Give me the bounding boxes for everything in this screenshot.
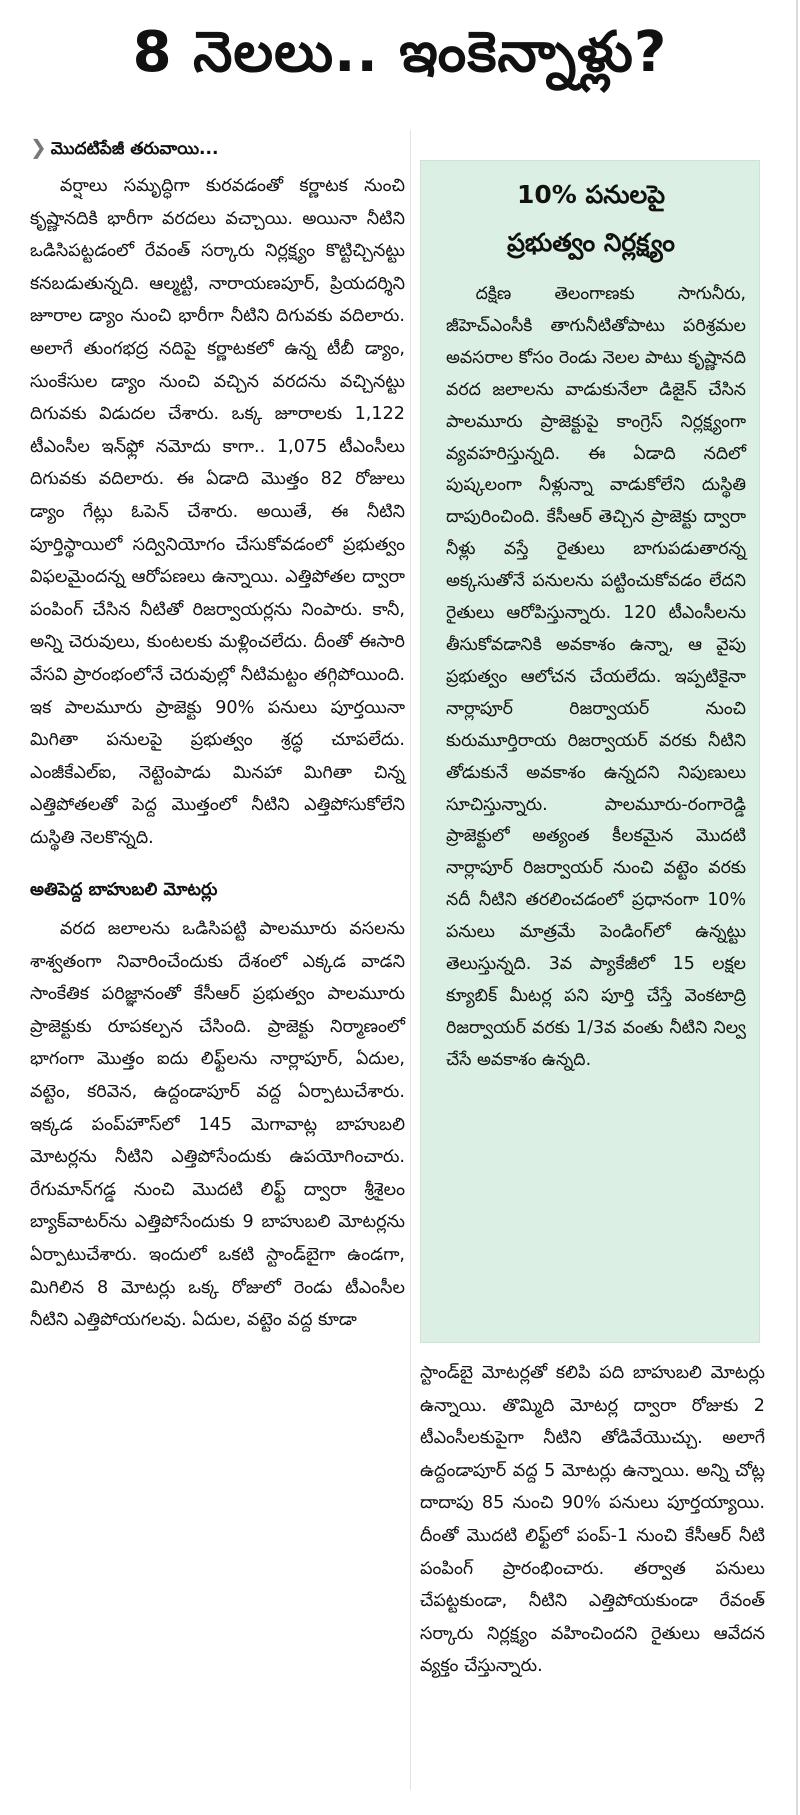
- subheading: అతిపెద్ద బాహుబలి మోటర్లు: [30, 880, 218, 901]
- page-edge: [796, 0, 798, 1815]
- box-body: దక్షిణ తెలంగాణకు సాగునీరు, జీహెచ్‌ఎంసీకి తాగునీటితోపాటు పరిశ్రమల అవసరాల కోసం రెండు నెలల పాటు కృష్ణానది వరద జలాలను వాడుకునేలా డిజైన్ చేసిన పాలమూరు ప్రాజెక్టుపై కాంగ్రెస్ నిర్లక్ష్యంగా వ్యవహరిస్తున్నది. ఈ ఏడాది నదిలో పుష్కలంగా నీళ్లున్నా వాడుకోలేని దుస్థితి దాపురించింది. కేసీఆర్ తెచ్చిన ప్రాజెక్టు ద్వారా నీళ్లు వస్తే రైతులు బాగుపడుతారన్న అక్కసుతోనే పనులను పట్టించుకోవడం లేదని రైతులు ఆరోపిస్తున్నారు. 120 టీఎంసీలను తీసుకోవడానికి అవకాశం ఉన్నా, ఆ వైపు ప్రభుత్వం ఆలోచన చేయలేదు. ఇప్పటికైనా నార్లాపూర్ రిజర్వాయర్ నుంచి కురుమూర్తిరాయ రిజర్వాయర్ వరకు నీటిని తోడుకునే అవకాశం ఉన్నదని నిపుణులు సూచిస్తున్నారు. పాలమూరు-రంగారెడ్డి ప్రాజెక్టులో అత్యంత కీలకమైన మొదటి నార్లాపూర్ రిజర్వాయర్ నుంచి వట్టెం వరకు నదీ నీటిని తరలించడంలో ప్రధానంగా 10% పనులు మాత్రమే పెండింగ్‌లో ఉన్నట్టు తెలుస్తున్నది. 3వ ప్యాకేజీలో 15 లక్షల క్యూబిక్ మీటర్ల పని పూర్తి చేస్తే వెంకటాద్రి రిజర్వాయర్ వరకు 1/3వ వంతు నీటిని నిల్వ చేసే అవకాశం ఉన్నది.: [446, 284, 746, 1070]
- left-column: [30, 170, 405, 1337]
- right-column: [420, 1357, 765, 1683]
- box-title-line2: ప్రభుత్వం నిర్లక్ష్యం: [507, 228, 675, 257]
- paragraph-motors: వరద జలాలను ఒడిసిపట్టి పాలమూరు వసలను శాశ్వతంగా నివారించేందుకు దేశంలో ఎక్కడ వాడని సాంకేతిక పరిజ్ఞానంతో కేసీఆర్ ప్రభుత్వం పాలమూరు ప్రాజెక్టుకు రూపకల్పన చేసింది. ప్రాజెక్టు నిర్మాణంలో భాగంగా మొత్తం ఐదు లిఫ్ట్‌లను నార్లాపూర్, ఏదుల, వట్టెం, కరివెన, ఉద్దండాపూర్ వద్ద ఏర్పాటుచేశారు. ఇక్కడ పంప్‌హౌస్‌లో 145 మెగావాట్ల బాహుబలి మోటర్లను నీటిని ఎత్తిపోసేందుకు ఉపయోగించారు. రేగుమాన్‌గడ్డ నుంచి మొదటి లిఫ్ట్ ద్వారా శ్రీశైలం బ్యాక్‌వాటర్‌ను ఎత్తిపోసేందుకు 9 బాహుబలి మోటర్లను ఏర్పాటుచేశారు. ఇందులో ఒకటి స్టాండ్‌బైగా ఉండగా, మిగిలిన 8 మోటర్లు ఒక్క రోజులో రెండు టీఎంసీల నీటిని ఎత్తిపోయగలవు. ఏదుల, వట్టెం వద్ద కూడా: [30, 919, 405, 1331]
- chevron-right-icon: ❯: [30, 135, 47, 159]
- box-title-line1: 10% పనులపై: [516, 180, 666, 209]
- continued-from-label: [30, 135, 218, 163]
- continued-from-text: మొదటిపేజీ తరువాయి...: [50, 139, 219, 159]
- column-divider: [410, 130, 411, 1790]
- headline: 8 నెలలు.. ఇంకెన్నాళ్లు?: [132, 20, 668, 85]
- paragraph-main: వర్షాలు సమృద్ధిగా కురవడంతో కర్ణాటక నుంచి కృష్ణానదికి భారీగా వరదలు వచ్చాయి. అయినా నీటిని ఒడిసిపట్టడంలో రేవంత్ సర్కారు నిర్లక్ష్యం కొట్టిచ్చినట్టు కనబడుతున్నది. ఆల్మట్టి, నారాయణపూర్, ప్రియదర్శిని జూరాల డ్యాం నుంచి భారీగా నీటిని దిగువకు వదిలారు. అలాగే తుంగభద్ర నదిపై కర్ణాటకలో ఉన్న టీబీ డ్యాం, సుంకేసుల డ్యాం నుంచి వచ్చిన వరదను వచ్చినట్టు దిగువకు విడుదల చేశారు. ఒక్క జూరాలకు 1,122 టీఎంసీల ఇన్‌ఫ్లో నమోదు కాగా.. 1,075 టీఎంసీలు దిగువకు వదిలారు. ఈ ఏడాది మొత్తం 82 రోజులు డ్యాం గేట్లు ఓపెన్ చేశారు. అయితే, ఈ నీటిని పూర్తిస్థాయిలో సద్వినియోగం చేసుకోవడంలో ప్రభుత్వం విఫలమైందన్న ఆరోపణలు ఉన్నాయి. ఎత్తిపోతల ద్వారా పంపింగ్ చేసిన నీటితో రిజర్వాయర్లను నింపారు. కానీ, అన్ని చెరువులు, కుంటలకు మళ్లించలేదు. దీంతో ఈసారి వేసవి ప్రారంభంలోనే చెరువుల్లో నీటిమట్టం తగ్గిపోయింది. ఇక పాలమూరు ప్రాజెక్టు 90% పనులు పూర్తయినా మిగితా పనులపై ప్రభుత్వం శ్రద్ధ చూపలేదు. ఎంజీకేఎల్ఐ, నెట్టెంపాడు మినహా మిగితా చిన్న ఎత్తిపోతలతో పెద్ద మొత్తంలో నీటిని ఎత్తిపోసుకోలేని దుస్థితి నెలకొన్నది.: [30, 176, 405, 848]
- paragraph-continued: స్టాండ్‌బై మోటర్లతో కలిపి పది బాహుబలి మోటర్లు ఉన్నాయి. తొమ్మిది మోటర్ల ద్వారా రోజుకు 2 టీఎంసీలకుపైగా నీటిని తోడివేయొచ్చు. అలాగే ఉద్దండాపూర్ వద్ద 5 మోటర్లు ఉన్నాయి. అన్ని చోట్ల దాదాపు 85 నుంచి 90% పనులు పూర్తయ్యాయి. దీంతో మొదటి లిఫ్ట్‌లో పంప్-1 నుంచి కేసీఆర్ నీటి పంపింగ్ ప్రారంభించారు. తర్వాత పనులు చేపట్టకుండా, నీటిని ఎత్తిపోయకుండా రేవంత్ సర్కారు నిర్లక్ష్యం వహించిందని రైతులు ఆవేదన వ్యక్తం చేస్తున్నారు.: [420, 1363, 765, 1677]
- sidebar-box: [420, 160, 760, 1343]
